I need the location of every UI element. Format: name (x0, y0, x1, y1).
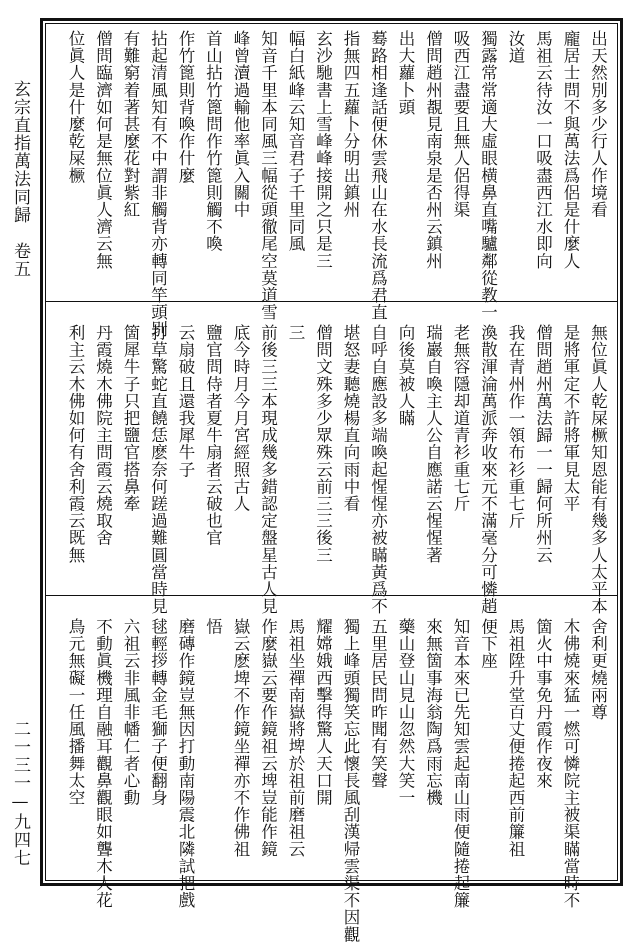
text-column: 馬祖云待汝一口吸盡西江水即向 (533, 30, 553, 270)
text-column: 老無容隱却道青衫重七斤 (451, 324, 470, 513)
text-column: 幅白紙峰云知音君子千里同風 (286, 30, 305, 253)
text-column: 耀嫦娥西擊得驚人天口開 (313, 618, 333, 807)
text-column: 箇犀牛子只把鹽官搭鼻牽 (121, 324, 140, 513)
text-column: 僧問趙州萬法歸一一歸何所州云 (533, 324, 553, 564)
text-column: 出天然別多少行人作境看 (588, 30, 608, 219)
text-column: 丹霞燒木佛院主問霞云燒取舍 (93, 324, 113, 547)
text-column: 龐居士問不與萬法爲侶是什麼人 (561, 30, 580, 270)
text-column: 玄沙馳書上雪峰峰接開之只是三 (313, 30, 333, 270)
text-column: 云扇破且還我犀牛子 (176, 324, 195, 478)
text-column: 藥山登山見山忽然大笑一 (396, 618, 415, 807)
text-column: 便下座 (478, 618, 498, 670)
text-column: 拈起清風知有不中謂非觸背亦轉同竿頭别 (148, 30, 168, 338)
text-column: 底今時月今月宮經照古人 (231, 324, 250, 513)
text-column: 來無箇事海翁陶爲雨忘機 (423, 618, 443, 807)
text-column: 知音千里本同風三幅從頭徹尾空莫道雪 (258, 30, 278, 321)
text-column: 作麼嶽云要作鏡祖云埤豈能作鏡 (258, 618, 278, 858)
text-column: 吸西江盡要且無人侶得渠 (451, 30, 470, 219)
text-column: 是將軍定不許將軍見太平 (561, 324, 580, 513)
text-column: 自呼自應設多端喚起惺惺亦被瞞黃爲不 (368, 324, 388, 615)
text-column: 僧問趙州覩見南泉是否州云鎮州 (423, 30, 443, 270)
text-column: 木佛燒來猛一燃可憐院主被渠瞞當時不 (561, 618, 580, 909)
text-column: 獨上峰頭獨笑忘此懷長風刮漢帰雲渠不因觀 (341, 618, 360, 943)
text-column: 不動眞機理自融耳觀鼻觀眼如聾木人花 (93, 618, 113, 909)
text-column: 五里居民問昨聞有笑聲 (368, 618, 388, 789)
text-column: 馬祖坐禪南嶽將埤於祖前磨祖云 (286, 618, 305, 858)
text-column: 獨露常常適大虛眼横鼻直嘴驢鄰從教一 (478, 30, 498, 321)
text-column: 首山拈竹篦問作竹篦則觸不喚 (203, 30, 223, 253)
text-column: 僧問文殊多少眾殊云前三三後三 (313, 324, 333, 564)
text-column: 舍利更燒兩尊 (588, 618, 608, 721)
text-column: 指無四五蘿卜分明出鎮州 (341, 30, 360, 219)
text-column: 渙散渾淪萬派奔收來元不滿毫分可憐趙 (478, 324, 498, 615)
text-column: 我在青州作一領布衫重七斤 (506, 324, 525, 530)
section-divider-2 (45, 595, 618, 596)
text-column: 無位眞人乾屎橛知恩能有幾多人太平本 (588, 324, 608, 615)
text-column: 毬輕拶轉金毛獅子便翻身 (148, 618, 168, 807)
text-column: 三 (286, 324, 305, 342)
text-column: 悟 (203, 618, 223, 636)
book-title: 玄宗直指萬法同歸 卷五 (10, 80, 30, 278)
text-column: 位眞人是什麼乾屎橛 (66, 30, 85, 184)
text-column: 汝道 (506, 30, 525, 65)
text-column: 瑞巖自喚主人公自應諾云惺惺著 (423, 324, 443, 564)
text-column: 有難窮着著甚麼花對紫紅 (121, 30, 140, 219)
text-column: 打草驚蛇直饒恁麽奈何蹉過難圓當時見 (148, 324, 168, 615)
text-column: 前後三三本現成幾多錯認定盤星古人見 (258, 324, 278, 615)
text-column: 箇火中事免丹霞作夜來 (533, 618, 553, 789)
text-column: 出大蘿卜頭 (396, 30, 415, 116)
page-number: 二一三一—九四七 (10, 720, 30, 867)
text-column: 鳥元無礙一任風播舞太空 (66, 618, 85, 807)
text-column: 利主云木佛如何有舍利霞云既無 (66, 324, 85, 564)
text-column: 僧問臨濟如何是無位眞人濟云無 (93, 30, 113, 270)
text-column: 六祖云非風非幡仁者心動 (121, 618, 140, 807)
text-column: 知音本來已先知雲起南山雨便隨捲起簾 (451, 618, 470, 909)
text-column: 堪怒妻聽燒楊直向雨中看 (341, 324, 360, 513)
text-column: 鹽官問侍者夏牛扇者云破也官 (203, 324, 223, 547)
text-column: 磨磚作鏡豈無因打動南陽震北隣試把戲 (176, 618, 195, 909)
text-column: 馬祖陞升堂百丈便捲起西前簾祖 (506, 618, 525, 858)
text-column: 峰曾瀆過輸他率眞入關中 (231, 30, 250, 219)
text-column: 嶽云麽埤不作鏡坐禪亦不作佛祖 (231, 618, 250, 858)
text-column: 向後莫被人瞞 (396, 324, 415, 427)
text-column: 作竹篦則背喚作什麼 (176, 30, 195, 184)
section-divider-1 (45, 301, 618, 302)
text-column: 蓦路相逢話便休雲飛山在水長流爲君直 (368, 30, 388, 321)
